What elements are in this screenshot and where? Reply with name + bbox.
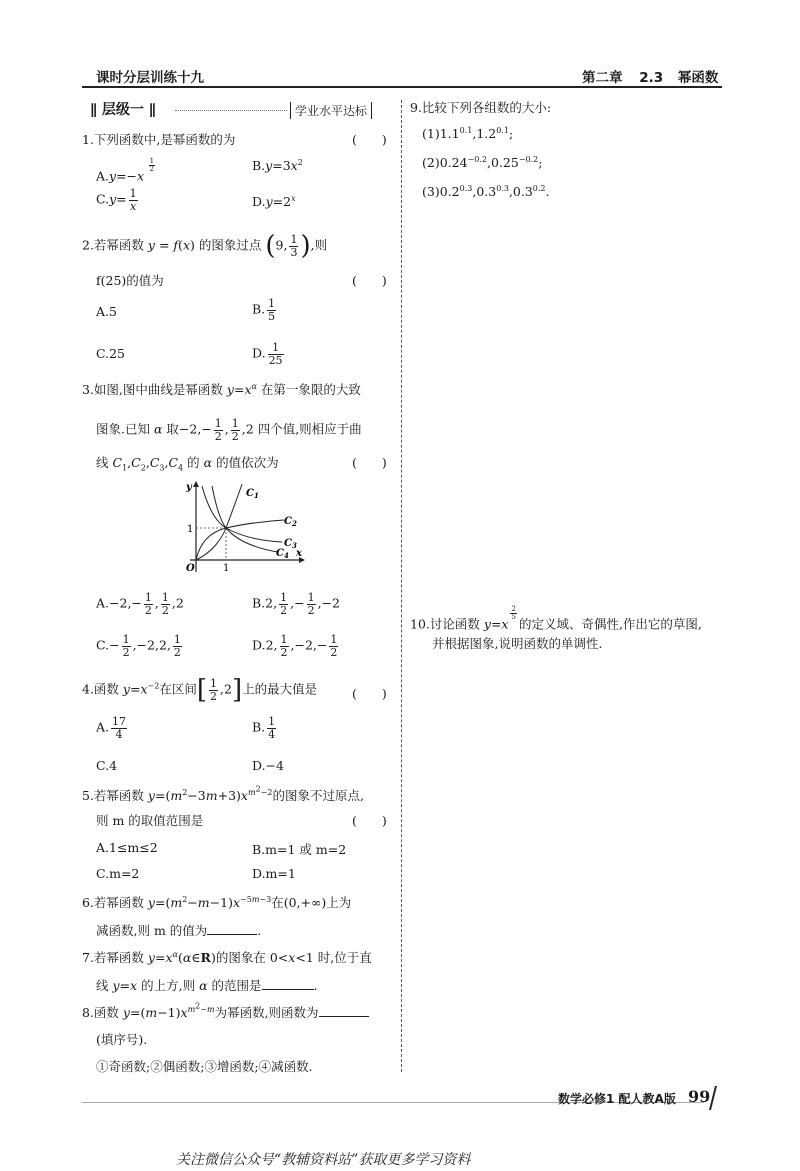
- q4-option-a: A. $\frac{17}{4}$: [96, 715, 127, 741]
- graph-origin-label: O: [186, 563, 195, 574]
- q9-item-3: $(3)0.2^{0.3},0.3^{0.3},0.3^{0.2}$.: [422, 183, 550, 199]
- level-bar-right: ∥: [148, 102, 156, 118]
- graph-x-label: x: [296, 548, 302, 559]
- q4-option-c: C.4: [96, 758, 118, 773]
- q5-option-a: A.1≤m≤2: [96, 840, 158, 855]
- q3-option-a: A.−2,− $\frac{1}{2}$ , $\frac{1}{2}$ ,2: [96, 591, 184, 617]
- q1-option-c: C.y= $\frac{1}{x}$: [96, 187, 137, 213]
- q2-option-a: A.5: [96, 304, 117, 319]
- level-label: 层级一: [101, 102, 144, 118]
- q9-item-1: $(1)1.1^{0.1},1.2^{0.1}$;: [422, 125, 514, 141]
- q2-paren: ( ): [352, 273, 387, 288]
- q3-option-b: B.2, $\frac{1}{2}$ ,− $\frac{1}{2}$ ,−2: [252, 591, 340, 617]
- level-heading: [90, 99, 156, 119]
- q3-line2: 图象.已知 α 取−2,− $\frac{1}{2}$ , $\frac{1}{2}$ ,2 四个值,则相应于曲: [96, 417, 362, 443]
- q2-line1: 2.若幂函数 y = f(x) 的图象过点 (9, $\frac{1}{3}$ ),则: [82, 231, 328, 262]
- q9-item-2: $(2)0.24^{-0.2},0.25^{-0.2}$;: [422, 154, 543, 170]
- q4-paren: ( ): [352, 686, 387, 701]
- section-number: 2.3: [639, 70, 664, 86]
- header-rule: [82, 86, 722, 88]
- q2-line2: f(25)的值为: [96, 273, 164, 288]
- q7-line2: 线 y=x 的上方,则 α 的范围是 .: [96, 978, 318, 993]
- q1-paren: ( ): [352, 132, 387, 147]
- column-divider: [401, 100, 402, 1072]
- q5-option-b: B.m=1 或 m=2: [252, 842, 347, 857]
- q3-option-d: D.2, $\frac{1}{2}$ ,−2,− $\frac{1}{2}$: [252, 633, 338, 659]
- graph-tick-x-one: 1: [223, 563, 230, 574]
- q3-paren: ( ): [352, 455, 387, 470]
- q10-line1: 10.讨论函数 y=x $^{\frac{2}{5}}$ 的定义域、奇偶性,作出它的草图,: [410, 605, 702, 632]
- graph-tick-y-one: 1: [187, 524, 194, 535]
- q8-line3: ①奇函数;②偶函数;③增函数;④减函数.: [96, 1059, 313, 1074]
- q2-option-d: D. $\frac{1}{25}$: [252, 341, 283, 367]
- page-header-right: [582, 66, 718, 86]
- q6-answer-blank[interactable]: [207, 922, 257, 935]
- q5-line2: 则 m 的取值范围是: [96, 813, 204, 828]
- level-tag: 学业水平达标: [290, 102, 372, 119]
- q2-option-b: B. $\frac{1}{5}$: [252, 297, 276, 323]
- curve-c1-label: $C_1$: [246, 488, 259, 500]
- q7-line1: 7.若幂函数 $y=x^\alpha(\alpha\in R)$的图象在 0<x<1 时,位于直: [82, 949, 372, 965]
- q3-line3: 线 $C_1,C_2,C_3,C_4$ 的 α 的值依次为: [96, 455, 279, 473]
- q8-line1: 8.函数 $y=(m-1)x^{m^2-m}$为幂函数,则函数为: [82, 1003, 369, 1021]
- q3-line1: 3.如图,图中曲线是幂函数 $y=x^\alpha$ 在第一象限的大致: [82, 381, 361, 397]
- chapter-label: 第二章: [582, 70, 623, 86]
- q10-line2: 并根据图象,说明函数的单调性.: [432, 636, 603, 651]
- q4-stem: 4.函数 $y=x^{-2}$在区间[ $\frac{1}{2}$ ,2]上的最大值是: [82, 675, 318, 706]
- q1-option-d: $D.y=2^x$: [252, 193, 296, 209]
- page-number: 99: [688, 1087, 711, 1106]
- q3-option-c: C.− $\frac{1}{2}$ ,−2,2, $\frac{1}{2}$: [96, 633, 181, 659]
- page-header-left: 课时分层训练十九: [96, 70, 204, 86]
- section-title: 幂函数: [677, 70, 719, 86]
- q8-line2: (填序号).: [96, 1032, 148, 1047]
- q1-option-b: $B.y=3x^2$: [252, 157, 303, 173]
- curve-c4-label: $C_4$: [276, 548, 289, 560]
- q5-option-d: D.m=1: [252, 866, 296, 881]
- curve-c4: [212, 486, 278, 552]
- q5-option-c: C.m=2: [96, 866, 140, 881]
- q8-answer-blank[interactable]: [319, 1004, 369, 1017]
- graph-y-label: y: [186, 482, 192, 493]
- level-dotted-rule: [175, 110, 287, 111]
- q2-option-c: C.25: [96, 346, 125, 361]
- power-function-graph: [178, 476, 310, 576]
- book-label: 数学必修1 配人教A版: [558, 1092, 676, 1106]
- q5-paren: ( ): [352, 813, 387, 828]
- q6-line2: 减函数,则 m 的值为 .: [96, 923, 262, 938]
- q7-answer-blank[interactable]: [262, 977, 314, 990]
- q6-line1: 6.若幂函数 $y=(m^2-m-1)x^{-5m-3}$在(0,+∞)上为: [82, 894, 352, 910]
- bottom-promo-note: 关注微信公众号“教辅资料站”获取更多学习资料: [176, 1152, 471, 1168]
- q1-option-a: A.y=−x $^{\frac{1}{2}}$: [96, 157, 155, 184]
- q1-stem: 1.下列函数中,是幂函数的为: [82, 132, 236, 147]
- curve-c3-label: $C_3$: [284, 538, 297, 550]
- q4-option-b: B. $\frac{1}{4}$: [252, 715, 276, 741]
- curve-c2-label: $C_2$: [284, 516, 297, 528]
- level-bar-left: ∥: [90, 102, 97, 118]
- q4-option-d: D.−4: [252, 758, 284, 773]
- q5-line1: 5.若幂函数 $y=(m^2-3m+3)x^{m^2-2}$的图象不过原点,: [82, 784, 364, 803]
- q9-stem: 9.比较下列各组数的大小:: [410, 100, 552, 115]
